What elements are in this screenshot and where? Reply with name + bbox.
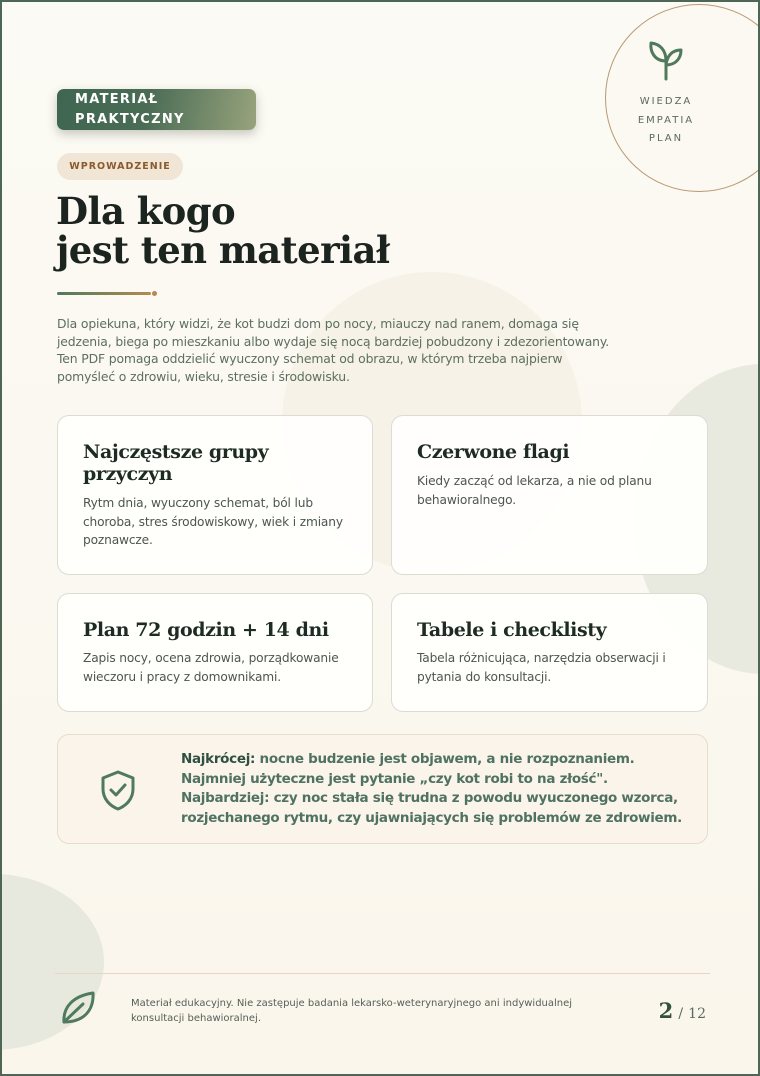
values-badge xyxy=(605,4,760,192)
badge-word: PLAN xyxy=(648,133,684,144)
title-line: jest ten materiał xyxy=(56,228,390,272)
material-label: MATERIAŁ PRAKTYCZNY xyxy=(57,89,256,130)
summary-box xyxy=(57,734,708,844)
shield-check-icon xyxy=(99,769,137,811)
topic-card xyxy=(57,593,373,712)
card-text: Kiedy zacząć od lekarza, a nie od planu behawioralnego. xyxy=(417,474,652,507)
card-title: Czerwone flagi xyxy=(417,441,570,463)
badge-word: EMPATIA xyxy=(637,114,695,126)
leaf-icon xyxy=(59,989,97,1027)
topic-card xyxy=(57,415,373,575)
summary-text xyxy=(181,750,686,828)
topic-card xyxy=(391,593,708,712)
summary-lead: Najkrócej: xyxy=(181,751,256,767)
card-text: Zapis nocy, ocena zdrowia, porządkowanie wieczoru i pracy z domownikami. xyxy=(83,651,339,684)
sprout-icon xyxy=(646,39,686,81)
title-underline-dot xyxy=(152,291,157,296)
badge-words xyxy=(606,93,726,149)
page-current: 2 xyxy=(658,998,674,1023)
topic-card xyxy=(391,415,708,575)
card-title: Tabele i checklisty xyxy=(417,619,607,641)
page-separator: / xyxy=(678,1006,684,1022)
section-tag: WPROWADZENIE xyxy=(57,153,183,180)
card-text: Tabela różnicująca, narzędzia obserwacji i pytania do konsultacji. xyxy=(417,651,666,684)
page-number xyxy=(659,998,706,1023)
card-title: Plan 72 godzin + 14 dni xyxy=(83,619,329,641)
card-text: Rytm dnia, wyuczony schemat, ból lub choroba, stres środowiskowy, wiek i zmiany poznawcze. xyxy=(83,496,343,547)
intro-paragraph: Dla opiekuna, który widzi, że kot budzi dom po nocy, miauczy nad ranem, domaga się jedzenia, biega po mieszkaniu albo wydaje się nocą bardziej pobudzony i zdezorientowany. Ten PDF pomaga oddzielić wyuczony schemat od obrazu, w którym trzeba najpierw pomyśleć o zdrowiu, wieku, stresie i środowisku. xyxy=(57,316,610,384)
card-title: Najczęstsze grupy przyczyn xyxy=(83,441,269,485)
title-line: Dla kogo xyxy=(56,189,236,233)
footer-disclaimer: Materiał edukacyjny. Nie zastępuje badania lekarsko-weterynaryjnego ani indywidualnej konsultacji behawioralnej. xyxy=(131,998,573,1024)
page-title xyxy=(56,189,390,272)
page-total: 12 xyxy=(688,1006,706,1022)
summary-body: nocne budzenie jest objawem, a nie rozpoznaniem. Najmniej użyteczne jest pytanie „czy kot robi to na złość". Najbardziej: czy noc stała się trudna z powodu wyuczonego wzorca, rozjechanego rytmu, czy ujawniających się problemów ze zdrowiem. xyxy=(181,751,682,826)
badge-word: WIEDZA xyxy=(639,96,693,107)
footer-divider xyxy=(55,973,710,974)
title-underline xyxy=(57,292,151,295)
